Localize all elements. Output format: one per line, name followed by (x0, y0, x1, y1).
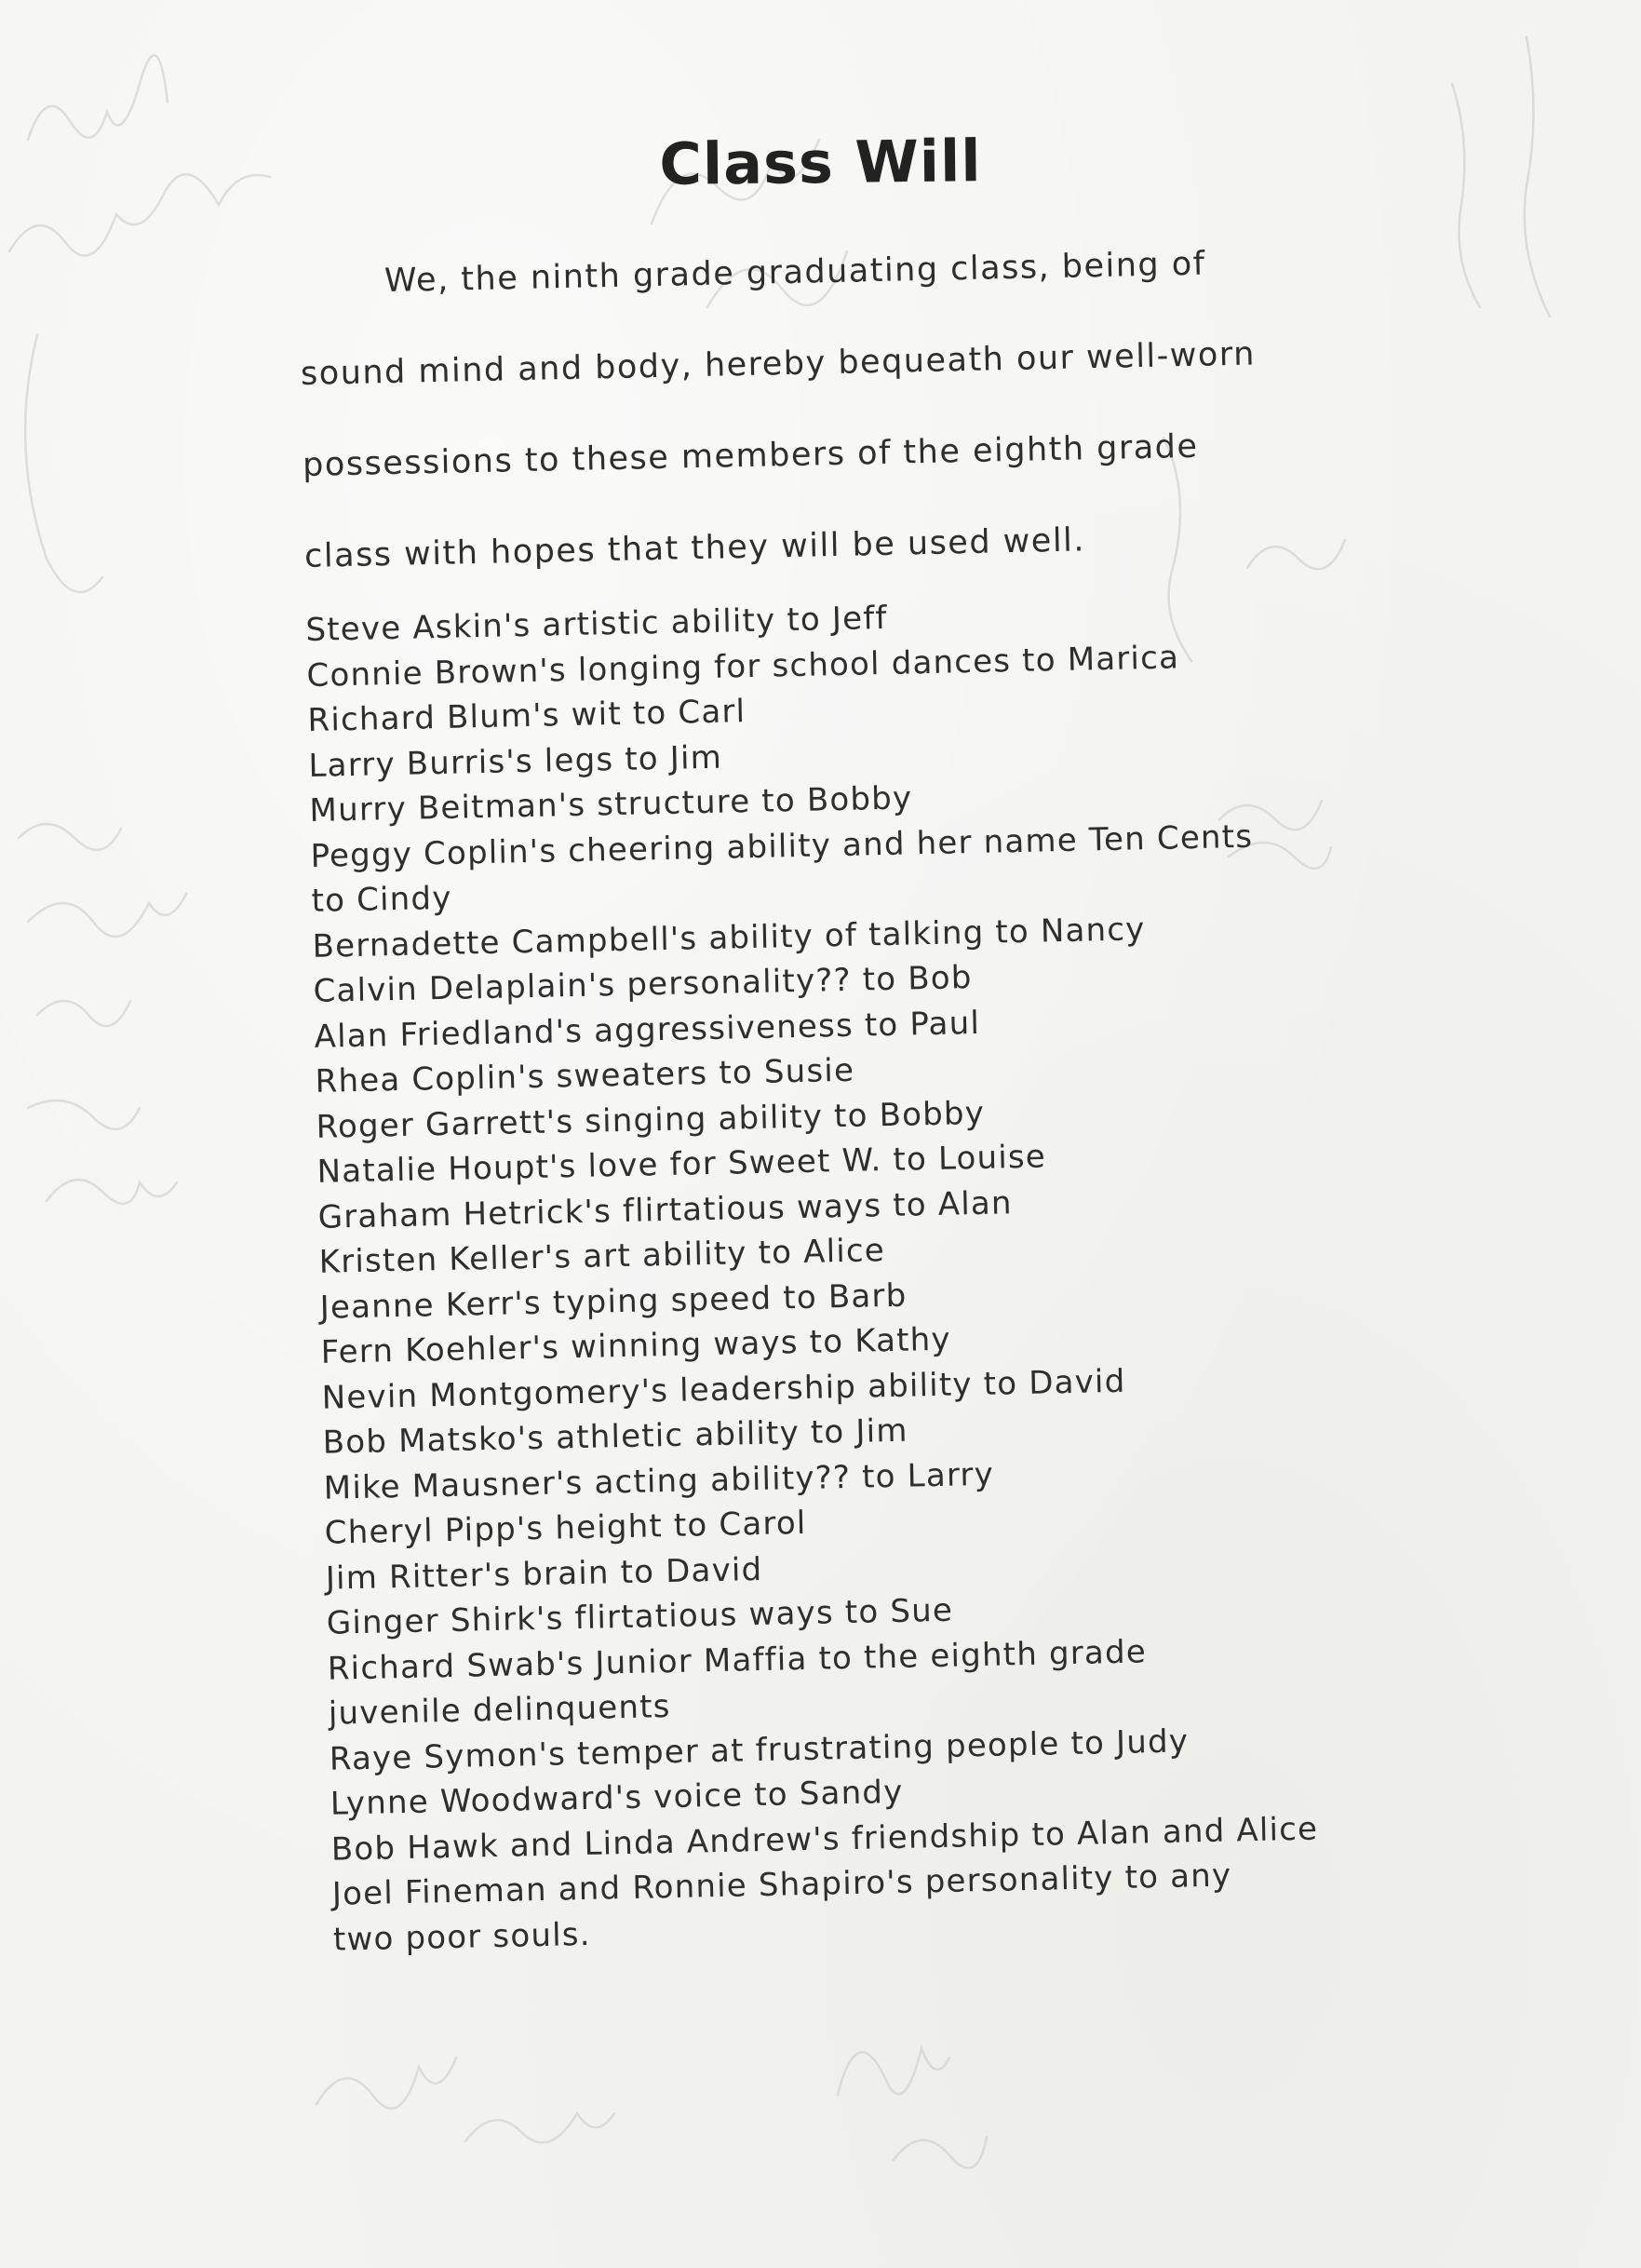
bequest-line: Graham Hetrick's flirtatious ways to Alan (317, 1183, 1014, 1236)
intro-line: sound mind and body, hereby bequeath our well-worn (300, 335, 1257, 393)
bequest-line: Bob Hawk and Linda Andrew's friendship to Alan and Alice (330, 1810, 1319, 1869)
intro-line: class with hopes that they will be used well. (303, 521, 1086, 575)
bequest-line: Richard Blum's wit to Carl (307, 693, 747, 739)
bequest-line: Larry Burris's legs to Jim (308, 738, 723, 785)
bequest-line: Cheryl Pipp's height to Carol (324, 1504, 807, 1552)
bequest-line: Raye Symon's temper at frustrating people to Judy (329, 1721, 1190, 1778)
bequest-line: Rhea Coplin's sweaters to Susie (315, 1051, 855, 1100)
bequest-line: Mike Mausner's acting ability?? to Larry (323, 1455, 995, 1507)
bequest-line: two poor souls. (332, 1915, 592, 1959)
bequest-line: Natalie Houpt's love for Sweet W. to Louise (316, 1138, 1047, 1191)
bequest-line: Fern Koehler's winning ways to Kathy (320, 1320, 952, 1371)
bequest-line: Kristen Keller's art ability to Alice (318, 1232, 886, 1281)
bequest-line: Peggy Coplin's cheering ability and her name Ten Cents (310, 817, 1254, 875)
intro-line: possessions to these members of the eighth grade (302, 427, 1199, 484)
bequest-line: Richard Swab's Junior Maffia to the eighth grade (327, 1632, 1148, 1688)
bequest-line: Bob Matsko's athletic ability to Jim (322, 1411, 909, 1462)
bequest-line: Joel Fineman and Ronnie Shapiro's personality to any (331, 1856, 1232, 1913)
bequest-line: Connie Brown's longing for school dances to Marica (306, 638, 1180, 695)
page-title: Class Will (659, 127, 982, 198)
bequest-line: to Cindy (311, 879, 452, 920)
bequest-line: Ginger Shirk's flirtatious ways to Sue (326, 1591, 954, 1642)
bequest-line: Calvin Delaplain's personality?? to Bob (313, 959, 974, 1010)
bequest-list (305, 583, 1543, 1963)
bequest-line: Steve Askin's artistic ability to Jeff (305, 599, 889, 649)
bequest-line: Nevin Montgomery's leadership ability to David (321, 1362, 1126, 1417)
intro-line: We, the ninth grade graduating class, being of (383, 245, 1206, 301)
bequest-line: Alan Friedland's aggressiveness to Paul (314, 1004, 981, 1056)
bequest-line: Lynne Woodward's voice to Sandy (330, 1773, 904, 1823)
bequest-line: Bernadette Campbell's ability of talking to Nancy (312, 910, 1146, 965)
bequest-line: Jeanne Kerr's typing speed to Barb (319, 1276, 908, 1327)
intro-paragraph (298, 213, 1469, 602)
bequest-line: Murry Beitman's structure to Bobby (309, 779, 913, 830)
bequest-line: Roger Garrett's singing ability to Bobby (316, 1094, 986, 1146)
bequest-line: Jim Ritter's brain to David (325, 1550, 763, 1598)
bequest-line: juvenile delinquents (328, 1688, 672, 1733)
